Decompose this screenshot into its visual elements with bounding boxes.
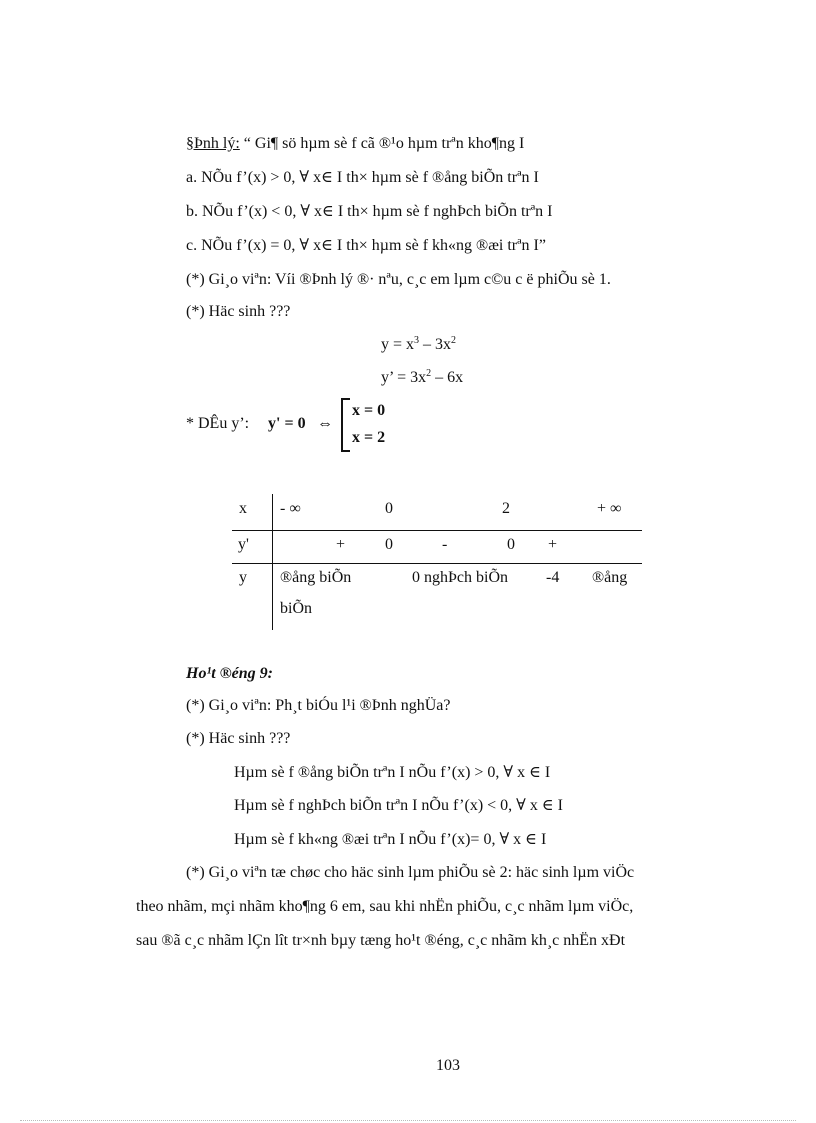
teacher-prompt-1: (*) Gi¸o viªn: Víi ®Þnh lý ®· nªu, c¸c em lµm c©u c ë phiÕu sè 1.	[186, 271, 611, 288]
theorem-intro: “ Gi¶ sö hµm sè f cã ®¹o hµm trªn kho¶ng I	[239, 135, 525, 152]
solution-x0: x = 0	[352, 402, 386, 419]
theorem-case-b: b. NÕu f’(x) < 0, ∀ x∈ I th× hµm sè f nghÞch biÕn trªn I	[186, 203, 553, 220]
paragraph-line-2: theo nhãm, mçi nhãm kho¶ng 6 em, sau khi nhËn phiÕu, c¸c nhãm lµm viÖc,	[136, 898, 634, 915]
dy-sign-minus: -	[442, 536, 448, 553]
derivative-zero: y' = 0	[268, 415, 306, 432]
x-pos-infinity: + ∞	[597, 500, 622, 517]
iff-symbol: ⇔	[317, 415, 333, 432]
x-neg-infinity: - ∞	[280, 500, 301, 517]
solution-x2: x = 2	[352, 429, 386, 446]
student-response-1: (*) Häc sinh ???	[186, 303, 291, 320]
system-brace	[341, 398, 350, 452]
definition-decreasing: Hµm sè f nghÞch biÕn trªn I nÕu f’(x) < 0, ∀ x ∈ I	[234, 797, 563, 814]
table-divider-1	[232, 530, 642, 531]
table-header-y: y	[239, 569, 247, 586]
y-increasing-1-cont: biÕn	[280, 600, 312, 617]
definition-constant: Hµm sè f kh«ng ®æi trªn I nÕu f’(x)= 0, ∀ x ∈ I	[234, 831, 547, 848]
dy-zero-2: 0	[507, 536, 515, 553]
paragraph-line-1: (*) Gi¸o viªn tæ chøc cho häc sinh lµm phiÕu sè 2: häc sinh lµm viÖc	[186, 864, 635, 881]
dy-sign-plus-1: +	[336, 536, 346, 553]
y-min-value: -4	[546, 569, 560, 586]
theorem-label: §Þnh lý:	[186, 135, 240, 152]
paragraph-line-3: sau ®ã c¸c nhãm lÇn lît tr×nh bµy tæng ho¹t ®éng, c¸c nhãm kh¸c nhËn xÐt	[136, 932, 626, 949]
derivative-equation: y’ = $3x^2 - 6x$	[381, 368, 464, 386]
dy-zero-1: 0	[385, 536, 393, 553]
page-number: 103	[436, 1057, 460, 1074]
y-increasing-2: ®ång	[592, 569, 628, 586]
dy-sign-plus-2: +	[548, 536, 558, 553]
definition-increasing: Hµm sè f ®ång biÕn trªn I nÕu f’(x) > 0, ∀ x ∈ I	[234, 764, 551, 781]
theorem-case-a: a. NÕu f’(x) > 0, ∀ x∈ I th× hµm sè f ®ång biÕn trªn I	[186, 169, 539, 186]
activity-title: Ho¹t ®éng 9:	[186, 665, 273, 682]
x-zero: 0	[385, 500, 393, 517]
x-two: 2	[502, 500, 510, 517]
y-decreasing: 0 nghÞch biÕn	[412, 569, 508, 586]
student-response-2: (*) Häc sinh ???	[186, 730, 291, 747]
sign-label: * DÊu y’:	[186, 415, 250, 432]
table-divider-2	[232, 563, 642, 564]
function-equation: $y = x^3 - 3x^2$	[381, 335, 457, 353]
table-header-dy: y'	[238, 536, 249, 553]
teacher-prompt-2: (*) Gi¸o viªn: Ph¸t biÓu l¹i ®Þnh nghÜa?	[186, 697, 451, 714]
theorem-line	[186, 134, 524, 154]
y-increasing-1: ®ång biÕn	[280, 569, 352, 586]
table-header-x: x	[239, 500, 247, 517]
table-vertical-divider	[272, 494, 273, 630]
page-bottom-border	[20, 1120, 796, 1121]
theorem-case-c: c. NÕu f’(x) = 0, ∀ x∈ I th× hµm sè f kh«ng ®æi trªn I”	[186, 237, 546, 254]
